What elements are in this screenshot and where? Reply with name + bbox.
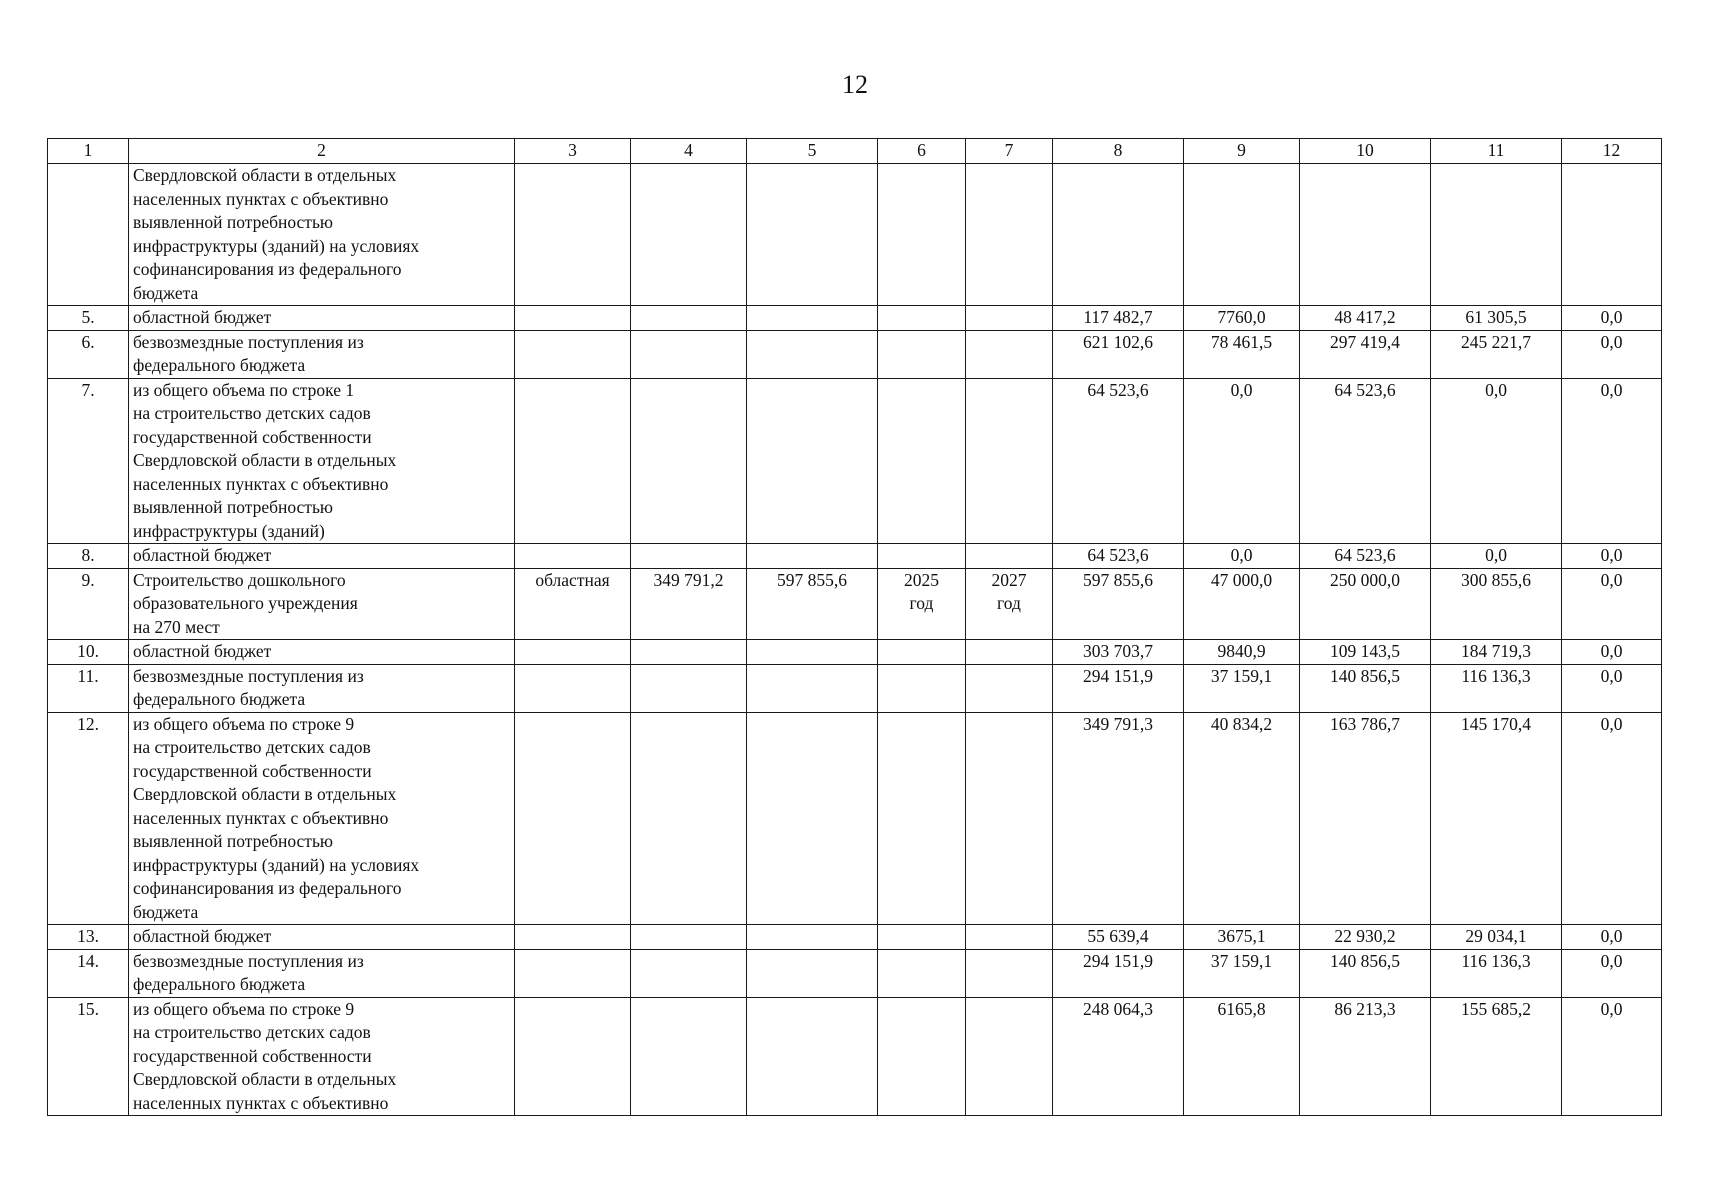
table-cell-col-10: 140 856,5 bbox=[1300, 664, 1431, 712]
table-row bbox=[48, 378, 1662, 544]
table-cell-col-3 bbox=[515, 712, 631, 925]
column-header-5: 5 bbox=[747, 139, 878, 164]
table-cell-col-3 bbox=[515, 640, 631, 665]
table-cell-col-4: 349 791,2 bbox=[631, 568, 747, 640]
column-header-2: 2 bbox=[129, 139, 515, 164]
table-cell-col-4 bbox=[631, 712, 747, 925]
table-cell-col-11: 184 719,3 bbox=[1431, 640, 1562, 665]
table-cell-col-6 bbox=[878, 378, 966, 544]
table-cell-col-1: 7. bbox=[48, 378, 129, 544]
column-header-7: 7 bbox=[966, 139, 1053, 164]
column-header-4: 4 bbox=[631, 139, 747, 164]
table-cell-col-7 bbox=[966, 949, 1053, 997]
table-cell-col-3: областная bbox=[515, 568, 631, 640]
table-cell-col-9: 7760,0 bbox=[1184, 306, 1300, 331]
table-cell-col-2: областной бюджет bbox=[129, 925, 515, 950]
column-header-6: 6 bbox=[878, 139, 966, 164]
table-cell-col-3 bbox=[515, 330, 631, 378]
table-cell-col-8: 64 523,6 bbox=[1053, 378, 1184, 544]
column-header-1: 1 bbox=[48, 139, 129, 164]
table-cell-col-3 bbox=[515, 949, 631, 997]
table-cell-col-1: 14. bbox=[48, 949, 129, 997]
table-cell-col-6 bbox=[878, 330, 966, 378]
table-cell-col-7 bbox=[966, 640, 1053, 665]
table-cell-col-4 bbox=[631, 664, 747, 712]
table-cell-col-9: 78 461,5 bbox=[1184, 330, 1300, 378]
table-cell-col-1: 11. bbox=[48, 664, 129, 712]
table-cell-col-10: 48 417,2 bbox=[1300, 306, 1431, 331]
table-cell-col-1: 12. bbox=[48, 712, 129, 925]
budget-table bbox=[47, 138, 1662, 1116]
table-cell-col-2: областной бюджет bbox=[129, 544, 515, 569]
column-header-12: 12 bbox=[1562, 139, 1662, 164]
table-row bbox=[48, 544, 1662, 569]
table-cell-col-7 bbox=[966, 997, 1053, 1116]
table-cell-col-12: 0,0 bbox=[1562, 330, 1662, 378]
table-cell-col-2: из общего объема по строке 1 на строительство детских садов государственной собственности Свердловской области в отдельных населенных пунктах с объективно выявленной потребностью инфраструктуры (зданий) bbox=[129, 378, 515, 544]
table-cell-col-5: 597 855,6 bbox=[747, 568, 878, 640]
page-number: 12 bbox=[842, 70, 868, 99]
table-cell-col-5 bbox=[747, 544, 878, 569]
column-header-8: 8 bbox=[1053, 139, 1184, 164]
table-cell-col-9: 3675,1 bbox=[1184, 925, 1300, 950]
table-cell-col-10: 250 000,0 bbox=[1300, 568, 1431, 640]
table-cell-col-12: 0,0 bbox=[1562, 712, 1662, 925]
table-cell-col-1 bbox=[48, 164, 129, 306]
table-cell-col-7 bbox=[966, 330, 1053, 378]
table-cell-col-9: 37 159,1 bbox=[1184, 949, 1300, 997]
table-cell-col-8: 55 639,4 bbox=[1053, 925, 1184, 950]
table-row bbox=[48, 949, 1662, 997]
table-cell-col-4 bbox=[631, 949, 747, 997]
table-cell-col-8: 294 151,9 bbox=[1053, 949, 1184, 997]
table-cell-col-6: 2025 год bbox=[878, 568, 966, 640]
table-row bbox=[48, 997, 1662, 1116]
table-cell-col-2: из общего объема по строке 9 на строительство детских садов государственной собственности Свердловской области в отдельных населенных пунктах с объективно выявленной потребностью инфраструктуры (зданий) на условиях софинансирования из федерального бюджета bbox=[129, 712, 515, 925]
table-cell-col-10 bbox=[1300, 164, 1431, 306]
table-cell-col-1: 15. bbox=[48, 997, 129, 1116]
table-cell-col-5 bbox=[747, 640, 878, 665]
table-cell-col-11: 300 855,6 bbox=[1431, 568, 1562, 640]
table-cell-col-1: 13. bbox=[48, 925, 129, 950]
table-cell-col-6 bbox=[878, 640, 966, 665]
table-cell-col-11: 29 034,1 bbox=[1431, 925, 1562, 950]
column-header-10: 10 bbox=[1300, 139, 1431, 164]
table-cell-col-7 bbox=[966, 544, 1053, 569]
table-cell-col-11: 61 305,5 bbox=[1431, 306, 1562, 331]
table-cell-col-6 bbox=[878, 664, 966, 712]
table-cell-col-5 bbox=[747, 712, 878, 925]
table-cell-col-5 bbox=[747, 949, 878, 997]
table-cell-col-3 bbox=[515, 664, 631, 712]
table-cell-col-10: 109 143,5 bbox=[1300, 640, 1431, 665]
table-cell-col-2: безвозмездные поступления из федерального бюджета bbox=[129, 664, 515, 712]
table-row bbox=[48, 306, 1662, 331]
table-cell-col-11: 155 685,2 bbox=[1431, 997, 1562, 1116]
table-cell-col-4 bbox=[631, 925, 747, 950]
table-cell-col-3 bbox=[515, 925, 631, 950]
table-cell-col-2: областной бюджет bbox=[129, 306, 515, 331]
table-cell-col-7 bbox=[966, 378, 1053, 544]
table-cell-col-1: 8. bbox=[48, 544, 129, 569]
table-cell-col-8: 64 523,6 bbox=[1053, 544, 1184, 569]
table-cell-col-6 bbox=[878, 306, 966, 331]
table-cell-col-8: 349 791,3 bbox=[1053, 712, 1184, 925]
table-cell-col-3 bbox=[515, 997, 631, 1116]
table-cell-col-2: безвозмездные поступления из федерального бюджета bbox=[129, 949, 515, 997]
table-cell-col-6 bbox=[878, 164, 966, 306]
table-cell-col-7 bbox=[966, 306, 1053, 331]
table-cell-col-10: 64 523,6 bbox=[1300, 378, 1431, 544]
table-cell-col-3 bbox=[515, 164, 631, 306]
table-cell-col-8: 621 102,6 bbox=[1053, 330, 1184, 378]
table-cell-col-10: 297 419,4 bbox=[1300, 330, 1431, 378]
table-row bbox=[48, 925, 1662, 950]
table-cell-col-6 bbox=[878, 925, 966, 950]
table-cell-col-8: 294 151,9 bbox=[1053, 664, 1184, 712]
table-cell-col-12: 0,0 bbox=[1562, 997, 1662, 1116]
table-cell-col-12: 0,0 bbox=[1562, 640, 1662, 665]
table-header-row bbox=[48, 139, 1662, 164]
table-cell-col-11: 116 136,3 bbox=[1431, 664, 1562, 712]
table-cell-col-11: 116 136,3 bbox=[1431, 949, 1562, 997]
table-cell-col-2: безвозмездные поступления из федерального бюджета bbox=[129, 330, 515, 378]
table-cell-col-12: 0,0 bbox=[1562, 664, 1662, 712]
table-cell-col-8 bbox=[1053, 164, 1184, 306]
table-cell-col-9 bbox=[1184, 164, 1300, 306]
table-cell-col-5 bbox=[747, 664, 878, 712]
table-cell-col-4 bbox=[631, 378, 747, 544]
table-cell-col-5 bbox=[747, 925, 878, 950]
table-cell-col-4 bbox=[631, 997, 747, 1116]
table-cell-col-6 bbox=[878, 712, 966, 925]
table-cell-col-12: 0,0 bbox=[1562, 306, 1662, 331]
table-cell-col-9: 0,0 bbox=[1184, 544, 1300, 569]
table-cell-col-11: 0,0 bbox=[1431, 378, 1562, 544]
table-cell-col-9: 0,0 bbox=[1184, 378, 1300, 544]
table-cell-col-12: 0,0 bbox=[1562, 378, 1662, 544]
table-cell-col-4 bbox=[631, 306, 747, 331]
table-cell-col-5 bbox=[747, 164, 878, 306]
table-cell-col-5 bbox=[747, 378, 878, 544]
table-cell-col-3 bbox=[515, 306, 631, 331]
table-cell-col-1: 5. bbox=[48, 306, 129, 331]
table-cell-col-8: 117 482,7 bbox=[1053, 306, 1184, 331]
table-cell-col-2: областной бюджет bbox=[129, 640, 515, 665]
table-row bbox=[48, 640, 1662, 665]
table-cell-col-6 bbox=[878, 544, 966, 569]
table-cell-col-6 bbox=[878, 949, 966, 997]
table-row bbox=[48, 568, 1662, 640]
table-cell-col-3 bbox=[515, 544, 631, 569]
table-cell-col-9: 9840,9 bbox=[1184, 640, 1300, 665]
table-cell-col-1: 6. bbox=[48, 330, 129, 378]
table-cell-col-12 bbox=[1562, 164, 1662, 306]
table-cell-col-12: 0,0 bbox=[1562, 568, 1662, 640]
table-cell-col-11 bbox=[1431, 164, 1562, 306]
column-header-3: 3 bbox=[515, 139, 631, 164]
table-cell-col-4 bbox=[631, 640, 747, 665]
table-cell-col-10: 64 523,6 bbox=[1300, 544, 1431, 569]
table-cell-col-2: Строительство дошкольного образовательного учреждения на 270 мест bbox=[129, 568, 515, 640]
table-cell-col-7 bbox=[966, 164, 1053, 306]
table-cell-col-3 bbox=[515, 378, 631, 544]
table-row bbox=[48, 164, 1662, 306]
table-cell-col-9: 40 834,2 bbox=[1184, 712, 1300, 925]
table-cell-col-11: 245 221,7 bbox=[1431, 330, 1562, 378]
table-cell-col-1: 9. bbox=[48, 568, 129, 640]
table-cell-col-5 bbox=[747, 306, 878, 331]
column-header-11: 11 bbox=[1431, 139, 1562, 164]
table-cell-col-10: 140 856,5 bbox=[1300, 949, 1431, 997]
table-cell-col-12: 0,0 bbox=[1562, 925, 1662, 950]
table-cell-col-8: 303 703,7 bbox=[1053, 640, 1184, 665]
table-cell-col-2: Свердловской области в отдельных населенных пунктах с объективно выявленной потребностью инфраструктуры (зданий) на условиях софинансирования из федерального бюджета bbox=[129, 164, 515, 306]
table-cell-col-6 bbox=[878, 997, 966, 1116]
table-cell-col-7 bbox=[966, 925, 1053, 950]
table-cell-col-12: 0,0 bbox=[1562, 949, 1662, 997]
table-cell-col-5 bbox=[747, 330, 878, 378]
table-cell-col-5 bbox=[747, 997, 878, 1116]
table-cell-col-7: 2027 год bbox=[966, 568, 1053, 640]
table-cell-col-12: 0,0 bbox=[1562, 544, 1662, 569]
table-cell-col-1: 10. bbox=[48, 640, 129, 665]
column-header-9: 9 bbox=[1184, 139, 1300, 164]
table-cell-col-4 bbox=[631, 544, 747, 569]
table-row bbox=[48, 712, 1662, 925]
table-cell-col-4 bbox=[631, 330, 747, 378]
table-cell-col-7 bbox=[966, 664, 1053, 712]
table-row bbox=[48, 664, 1662, 712]
table-cell-col-2: из общего объема по строке 9 на строительство детских садов государственной собственности Свердловской области в отдельных населенных пунктах с объективно bbox=[129, 997, 515, 1116]
table-cell-col-8: 248 064,3 bbox=[1053, 997, 1184, 1116]
table-cell-col-9: 47 000,0 bbox=[1184, 568, 1300, 640]
table-cell-col-11: 0,0 bbox=[1431, 544, 1562, 569]
table-cell-col-10: 163 786,7 bbox=[1300, 712, 1431, 925]
table-cell-col-10: 86 213,3 bbox=[1300, 997, 1431, 1116]
table-cell-col-7 bbox=[966, 712, 1053, 925]
table-cell-col-11: 145 170,4 bbox=[1431, 712, 1562, 925]
table-cell-col-9: 6165,8 bbox=[1184, 997, 1300, 1116]
table-cell-col-4 bbox=[631, 164, 747, 306]
table-row bbox=[48, 330, 1662, 378]
table-cell-col-8: 597 855,6 bbox=[1053, 568, 1184, 640]
table-cell-col-10: 22 930,2 bbox=[1300, 925, 1431, 950]
table-cell-col-9: 37 159,1 bbox=[1184, 664, 1300, 712]
